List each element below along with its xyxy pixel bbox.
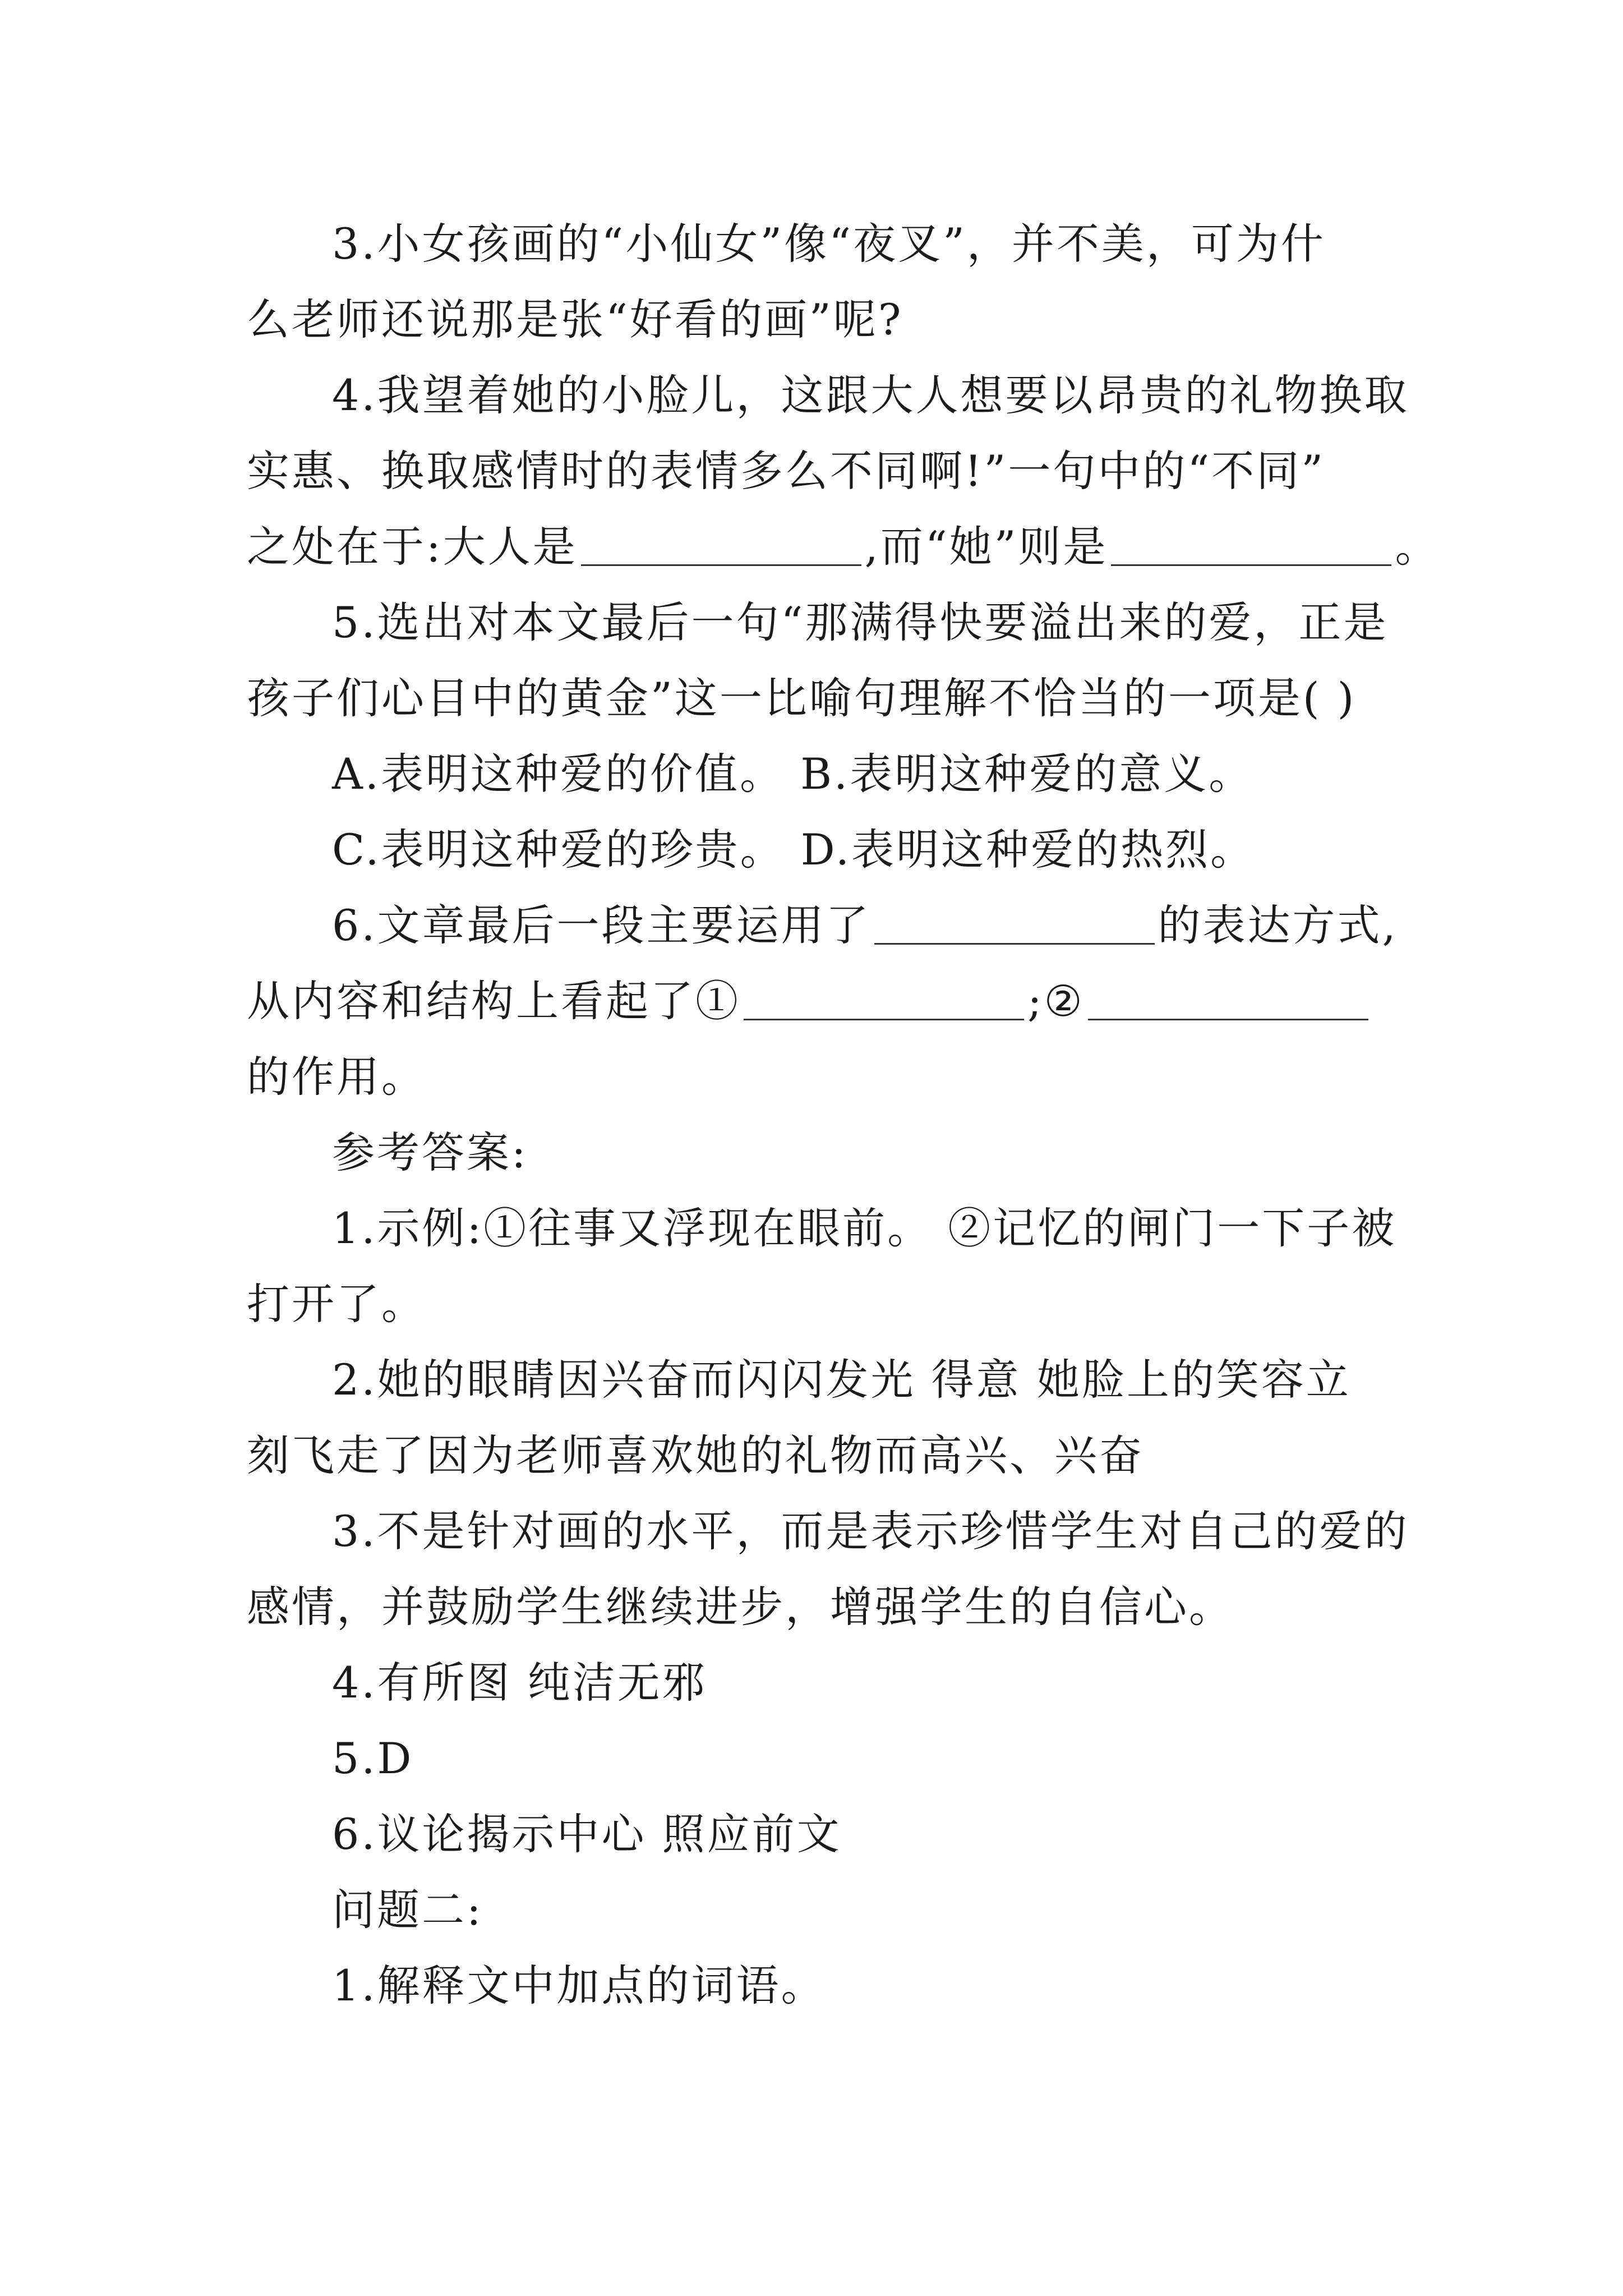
question-6-line-3: 的作用。 — [247, 1052, 426, 1102]
answer-2-line-1: 2.她的眼睛因兴奋而闪闪发光 得意 她脸上的笑容立 — [332, 1355, 1351, 1405]
answer-3-line-1: 3.不是针对画的水平，而是表示珍惜学生对自己的爱的 — [332, 1506, 1409, 1556]
answers-heading: 参考答案: — [332, 1128, 528, 1177]
question-6-line-1-text-b: 的表达方式, — [1158, 900, 1398, 950]
question-5-line-1: 5.选出对本文最后一句“那满得快要溢出来的爱，正是 — [332, 597, 1389, 647]
question-3-line-1: 3.小女孩画的“小仙女”像“夜叉”，并不美，可为什 — [332, 219, 1326, 269]
question-5-options-1: A.表明这种爱的价值。 B.表明这种爱的意义。 — [332, 749, 1254, 799]
answer-6: 6.议论揭示中心 照应前文 — [332, 1809, 842, 1859]
question-6-line-2 — [247, 973, 1391, 1029]
answer-blank — [581, 525, 861, 566]
answer-1-line-2: 打开了。 — [247, 1279, 426, 1329]
answer-3-line-2: 感情，并鼓励学生继续进步，增强学生的自信心。 — [247, 1582, 1234, 1632]
question-4-line-3 — [247, 519, 1440, 575]
question-6-line-2-text-b: ;② — [1027, 976, 1085, 1026]
answer-blank — [1111, 525, 1391, 566]
question-4-line-3-text-a: 之处在于:大人是 — [247, 522, 578, 572]
answer-blank — [744, 979, 1024, 1020]
question-4-line-1: 4.我望着她的小脸儿，这跟大人想要以昂贵的礼物换取 — [332, 370, 1409, 420]
question-5-options-2: C.表明这种爱的珍贵。 D.表明这种爱的热烈。 — [332, 825, 1256, 875]
question-6-line-1-text-a: 6.文章最后一段主要运用了 — [332, 900, 871, 950]
answer-blank — [874, 904, 1155, 945]
answer-4: 4.有所图 纯洁无邪 — [332, 1658, 707, 1708]
question-4-line-2: 实惠、换取感情时的表情多么不同啊!”一句中的“不同” — [247, 446, 1326, 496]
question-5-line-2: 孩子们心目中的黄金”这一比喻句理解不恰当的一项是( ) — [247, 673, 1357, 723]
answer-blank — [1088, 979, 1368, 1020]
question-4-line-3-text-c: 。 — [1395, 522, 1440, 572]
question-6-line-1 — [332, 898, 1398, 954]
problem-2-heading: 问题二: — [332, 1885, 483, 1935]
question-3-line-2: 么老师还说那是张“好看的画”呢? — [247, 295, 903, 344]
question-4-line-3-text-b: ,而“她”则是 — [864, 522, 1108, 572]
answer-5: 5.D — [332, 1733, 414, 1783]
answer-1-line-1: 1.示例:①往事又浮现在眼前。 ②记忆的闸门一下子被 — [332, 1203, 1397, 1253]
answer-2-line-2: 刻飞走了因为老师喜欢她的礼物而高兴、兴奋 — [247, 1430, 1144, 1480]
problem-2-question-1: 1.解释文中加点的词语。 — [332, 1961, 826, 2010]
question-6-line-2-text-a: 从内容和结构上看起了① — [247, 976, 740, 1026]
